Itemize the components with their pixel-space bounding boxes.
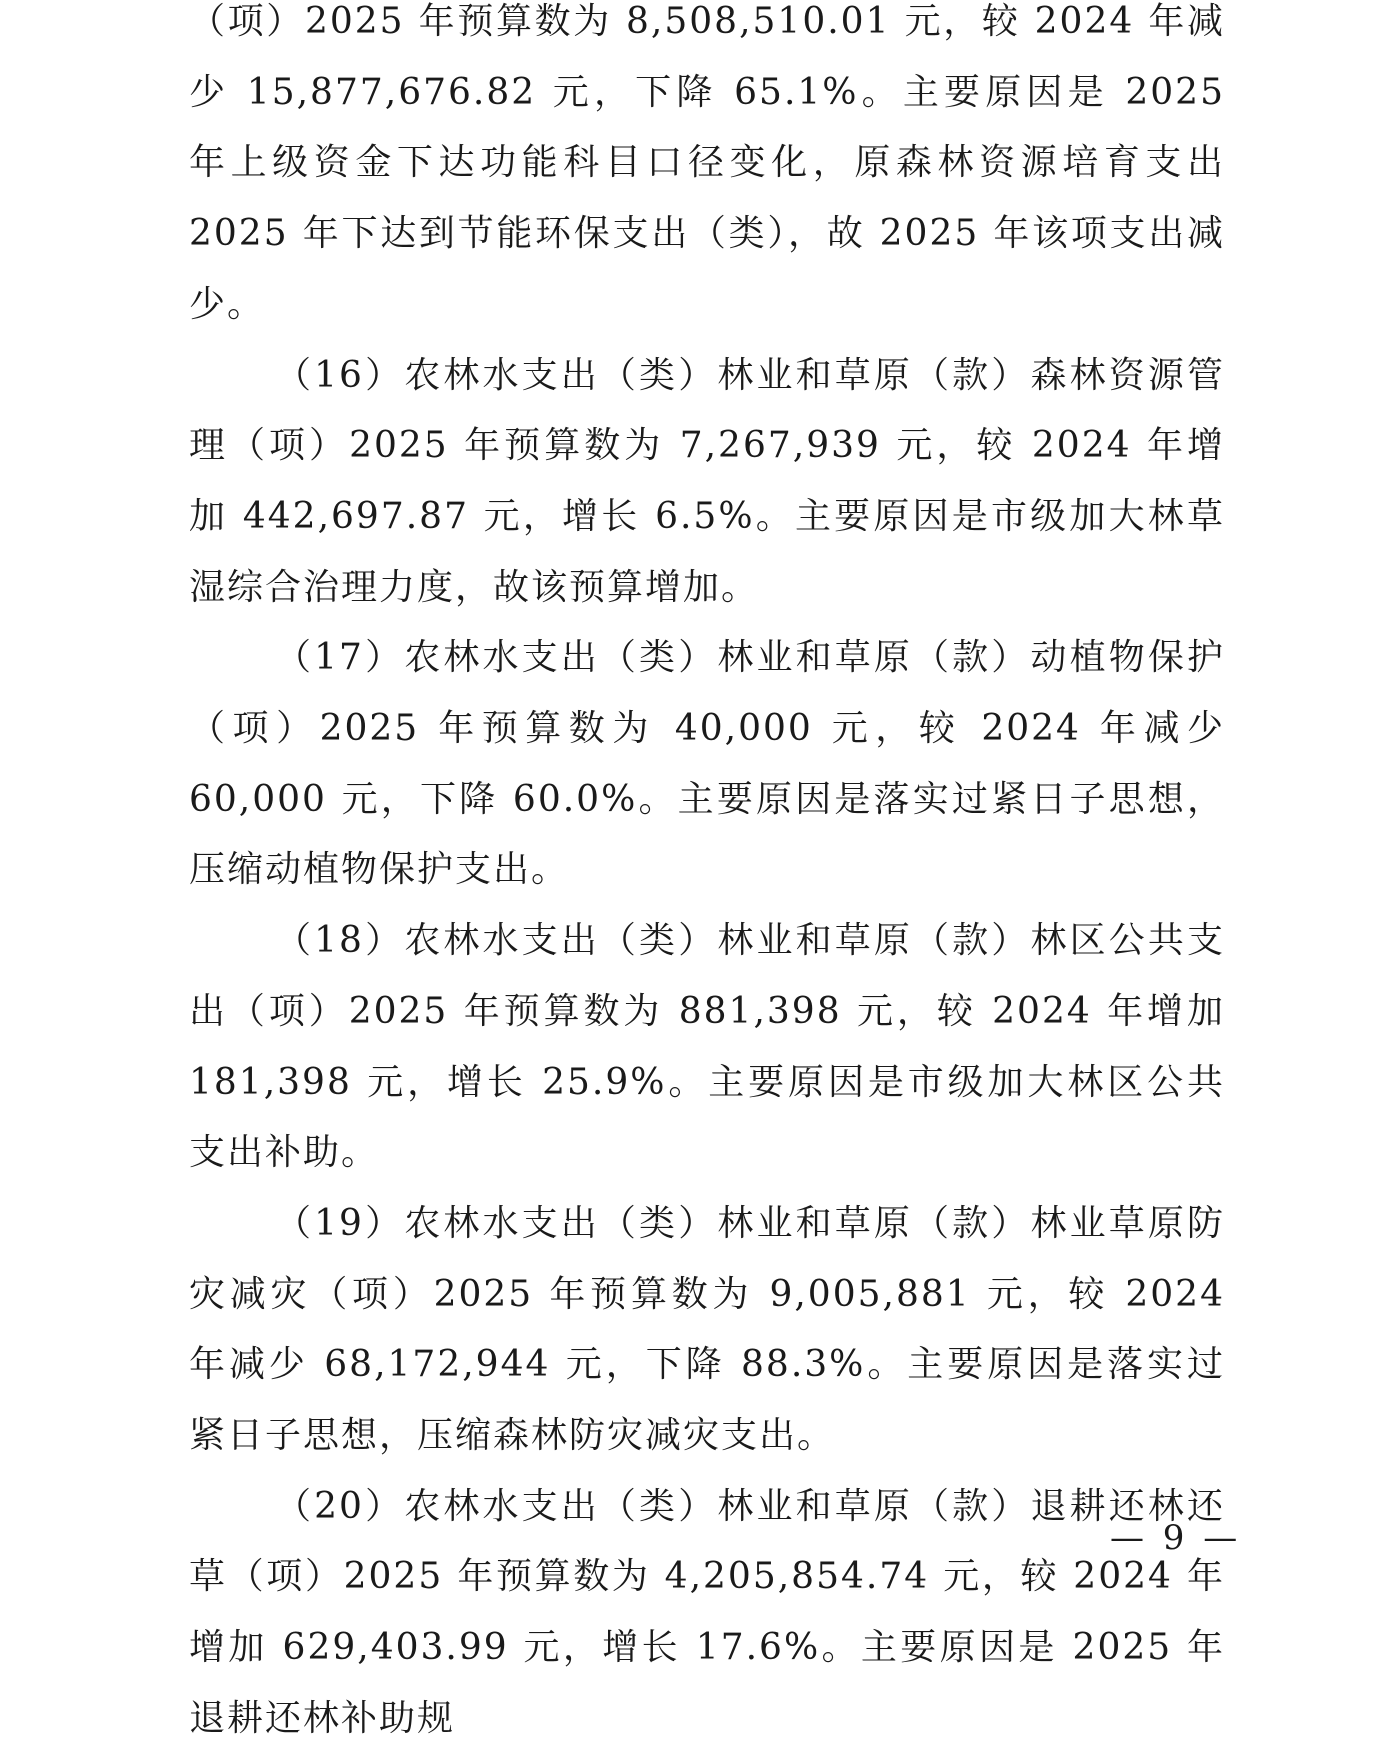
paragraph-15-continuation: （项）2025 年预算数为 8,508,510.01 元，较 2024 年减少 15,877,676.82 元，下降 65.1%。主要原因是 2025 年上级资金下达功能科目口径变化，原森林资源培育支出 2025 年下达到节能环保支出（类），故 2025 年该项支出减少。 (189, 1, 1225, 325)
paragraph-16: （16）农林水支出（类）林业和草原（款）森林资源管理（项）2025 年预算数为 7,267,939 元，较 2024 年增加 442,697.87 元，增长 6.5%。主要原因是市级加大林草湿综合治理力度，故该预算增加。 (189, 354, 1225, 608)
page-number: — 9 — (1110, 1518, 1242, 1558)
document-body (189, 0, 1225, 1755)
paragraph-17: （17）农林水支出（类）林业和草原（款）动植物保护（项）2025 年预算数为 40,000 元，较 2024 年减少 60,000 元，下降 60.0%。主要原因是落实过紧日子思想，压缩动植物保护支出。 (189, 637, 1225, 891)
paragraph-20: （20）农林水支出（类）林业和草原（款）退耕还林还草（项）2025 年预算数为 4,205,854.74 元，较 2024 年增加 629,403.99 元，增长 17.6%。主要原因是 2025 年退耕还林补助规 (189, 1485, 1225, 1739)
paragraph-18: （18）农林水支出（类）林业和草原（款）林区公共支出（项）2025 年预算数为 881,398 元，较 2024 年增加 181,398 元，增长 25.9%。主要原因是市级加大林区公共支出补助。 (189, 920, 1225, 1174)
paragraph-19: （19）农林水支出（类）林业和草原（款）林业草原防灾减灾（项）2025 年预算数为 9,005,881 元，较 2024 年减少 68,172,944 元，下降 88.3%。主要原因是落实过紧日子思想，压缩森林防灾减灾支出。 (189, 1202, 1225, 1457)
